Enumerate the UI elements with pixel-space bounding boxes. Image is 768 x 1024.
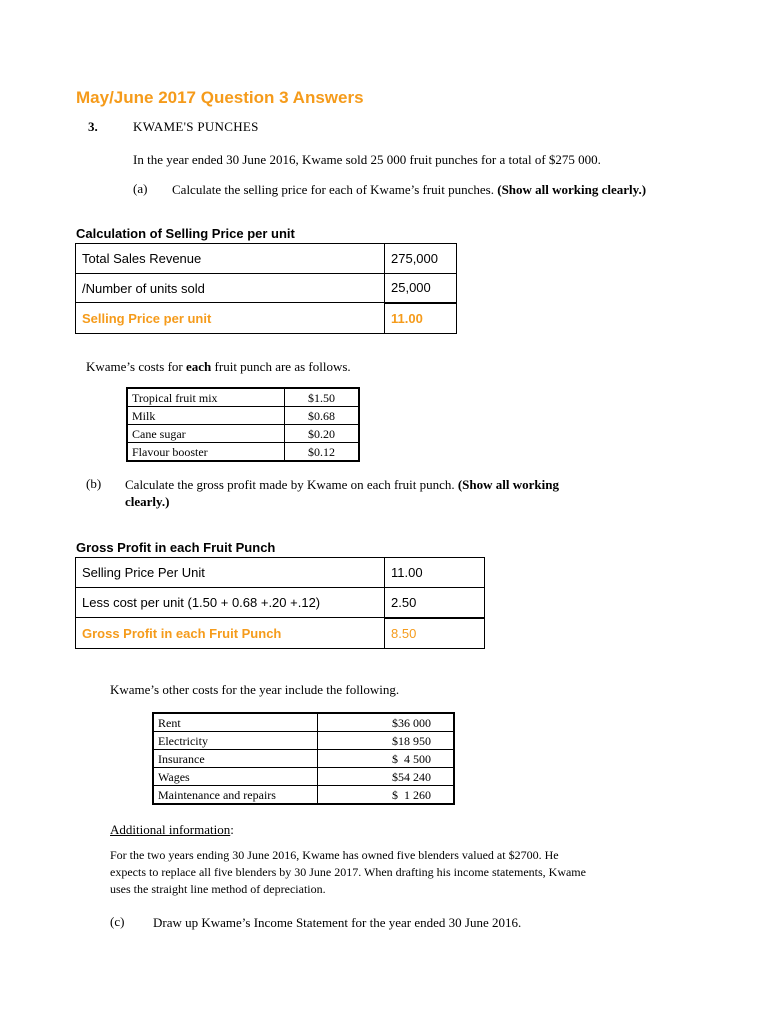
part-a-instruction: Calculate the selling price for each of Kwame’s fruit punches. [172, 182, 494, 197]
part-b-emphasis-2: clearly.) [125, 494, 170, 509]
cost-value: $1.50 [285, 388, 360, 407]
cost-item: Rent [153, 713, 318, 732]
cost-item: Maintenance and repairs [153, 786, 318, 805]
cost-value: $ 4 500 [318, 750, 455, 768]
cost-value: $36 000 [318, 713, 455, 732]
part-b-label: (b) [86, 476, 102, 491]
part-a-emphasis: (Show all working clearly.) [497, 182, 647, 197]
table-cell-value: 2.50 [385, 588, 485, 618]
cost-item: Tropical fruit mix [127, 388, 285, 407]
table-cell-label: /Number of units sold [76, 274, 385, 303]
question-number: 3. [88, 119, 98, 134]
question-intro: In the year ended 30 June 2016, Kwame sold 25 000 fruit punches for a total of $275 000. [133, 152, 601, 167]
table-row [76, 303, 457, 334]
cost-value: $ 1 260 [318, 786, 455, 805]
table-row [76, 244, 457, 274]
table-row [76, 588, 485, 618]
additional-info-heading-text: Additional information [110, 822, 231, 837]
page-title: May/June 2017 Question 3 Answers [76, 88, 364, 107]
table-row [76, 274, 457, 303]
table-row [127, 425, 359, 443]
table-row [127, 388, 359, 407]
part-b-text [125, 476, 605, 510]
part-a-label: (a) [133, 181, 148, 196]
table-cell-label: Gross Profit in each Fruit Punch [76, 618, 385, 649]
part-b-emphasis-1: (Show all working [457, 477, 559, 492]
other-costs-table [152, 712, 455, 805]
table-cell-label: Selling Price per unit [76, 303, 385, 334]
table-row [153, 786, 454, 805]
cost-item: Cane sugar [127, 425, 285, 443]
additional-info-line: expects to replace all five blenders by 30 June 2017. When drafting his income statements, Kwame [110, 865, 586, 879]
table-row [153, 750, 454, 768]
part-c-text: Draw up Kwame’s Income Statement for the year ended 30 June 2016. [153, 915, 522, 930]
unit-cost-table [126, 387, 360, 462]
table-row [127, 407, 359, 425]
question-heading: KWAME'S PUNCHES [133, 119, 259, 134]
part-b-instruction: Calculate the gross profit made by Kwame on each fruit punch. [125, 477, 455, 492]
part-a-text [172, 181, 646, 198]
additional-info-body [110, 847, 586, 898]
answer-a-table [75, 243, 457, 334]
cost-item: Electricity [153, 732, 318, 750]
table-cell-label: Total Sales Revenue [76, 244, 385, 274]
part-c-label: (c) [110, 914, 125, 929]
table-cell-value: 11.00 [385, 558, 485, 588]
costs-intro-post: fruit punch are as follows. [211, 359, 351, 374]
additional-info-colon: : [230, 822, 234, 837]
table-cell-value: 11.00 [385, 303, 457, 334]
costs-intro [86, 358, 351, 375]
table-cell-value: 275,000 [385, 244, 457, 274]
table-row [153, 732, 454, 750]
table-cell-value: 8.50 [385, 618, 485, 649]
table-row [76, 618, 485, 649]
answer-b-heading: Gross Profit in each Fruit Punch [76, 540, 276, 555]
cost-value: $0.68 [285, 407, 360, 425]
additional-info-line: For the two years ending 30 June 2016, Kwame has owned five blenders valued at $2700. He [110, 848, 559, 862]
table-row [153, 768, 454, 786]
table-cell-label: Less cost per unit (1.50 + 0.68 +.20 +.12) [76, 588, 385, 618]
table-row [127, 443, 359, 462]
answer-a-heading: Calculation of Selling Price per unit [76, 226, 295, 241]
cost-item: Insurance [153, 750, 318, 768]
additional-info-line: uses the straight line method of depreciation. [110, 882, 326, 896]
cost-item: Wages [153, 768, 318, 786]
cost-value: $0.20 [285, 425, 360, 443]
table-cell-label: Selling Price Per Unit [76, 558, 385, 588]
other-costs-intro: Kwame’s other costs for the year include the following. [110, 682, 400, 697]
answer-b-table [75, 557, 485, 649]
table-row [153, 713, 454, 732]
table-cell-value: 25,000 [385, 274, 457, 303]
additional-info-heading [110, 821, 234, 838]
cost-item: Milk [127, 407, 285, 425]
cost-value: $18 950 [318, 732, 455, 750]
cost-value: $0.12 [285, 443, 360, 462]
table-row [76, 558, 485, 588]
costs-intro-pre: Kwame’s costs for [86, 359, 187, 374]
cost-value: $54 240 [318, 768, 455, 786]
costs-intro-bold: each [186, 359, 212, 374]
cost-item: Flavour booster [127, 443, 285, 462]
